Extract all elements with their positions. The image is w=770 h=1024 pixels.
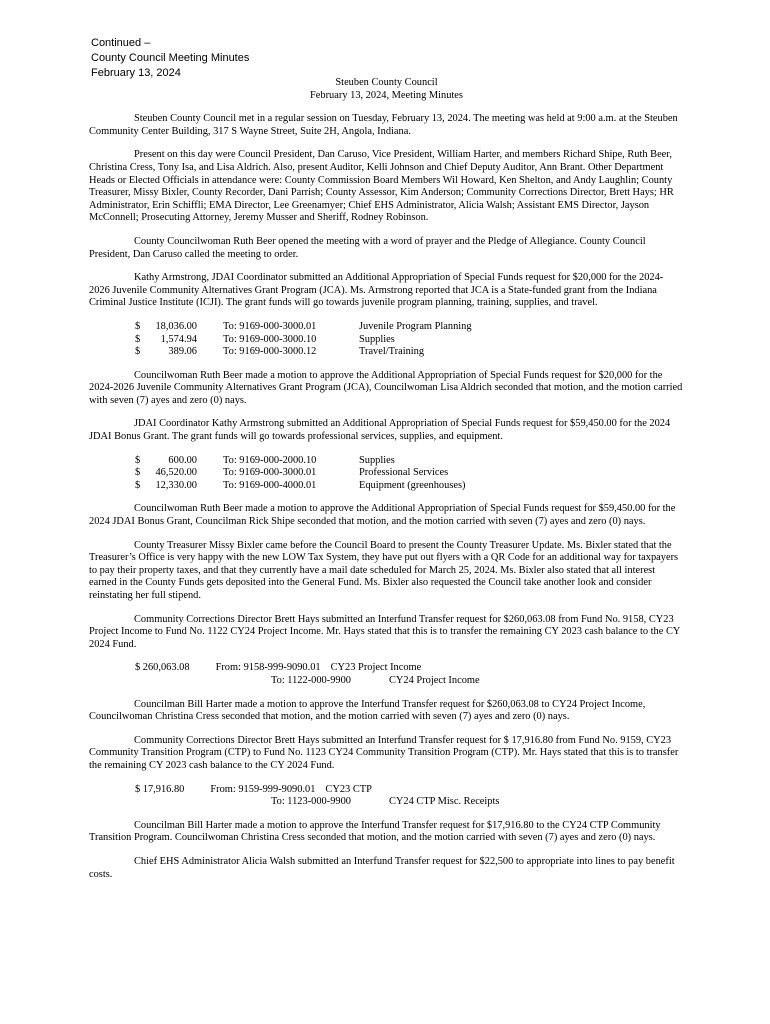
transfer-from-account: From: 9159-999-9090.01 [210,783,316,795]
table-row [135,334,472,347]
paragraph-transfer-1-motion: Councilman Bill Harter made a motion to approve the Interfund Transfer request for $260,063.08 to CY24 Project Income, Councilwoman Christina Cress seconded that motion, and the motion carried with seven (7) ayes and zero (0) nays. [89,698,646,723]
bonus-grant-table [135,455,465,493]
paragraph-transfer-2-motion: Councilman Bill Harter made a motion to approve the Interfund Transfer request for $17,916.80 to the CY24 CTP Community Transition Program. Councilwoman Christina Cress seconded that motion, and the motion carried with seven (7) ayes and zero (0) nays. [89,819,661,844]
account: To: 9169-000-3000.10 [223,333,317,345]
transfer-2-detail [135,784,684,809]
currency-sign: $ [135,479,141,491]
paragraph-jca-motion: Councilwoman Ruth Beer made a motion to approve the Additional Appropriation of Special Funds request for $20,000 for the 2024-2026 Juvenile Community Alternatives Grant Program (JCA), Councilwoman Lisa Aldrich seconded that motion, and the motion carried with seven (7) ayes and zero (0) nays. [89,369,683,406]
paragraph-jca-request: Kathy Armstrong, JDAI Coordinator submitted an Additional Appropriation of Special Funds request for $20,000 for the 2024-2026 Juvenile Community Alternatives Grant Program (JCA). Ms. Armstrong reported that JCA is a State-funded grant from the Indiana Criminal Justice Institute (ICJI). The grant funds will go towards juvenile program planning, training, supplies, and travel. [89,272,664,309]
amount: 46,520.00 [155,467,197,479]
table-row [135,480,465,493]
transfer-1-detail [135,662,684,687]
paragraph-treasurer-update: County Treasurer Missy Bixler came before the Council Board to present the County Treasurer Update. Ms. Bixler stated that the Treasurer’s Office is very happy with the new LOW Tax System, they have put out flyers with a QR Code for an additional way for taxpayers to pay their property taxes, and that they currently have a mail date scheduled for March 25, 2024. Ms. Bixler also stated that all interest earned in the County Funds gets deposited into the General Fund. Ms. Bixler also requested the Council take another look and consider reinstating her full stipend. [89,539,679,601]
page-header [91,36,249,81]
account: To: 9169-000-2000.10 [223,454,317,466]
account: To: 9169-000-3000.01 [223,320,317,332]
title-council: Steuben County Council [335,77,438,88]
paragraph-session: Steuben County Council met in a regular session on Tuesday, February 13, 2024. The meeting was held at 9:00 a.m. at the Steuben Community Center Building, 317 S Wayne Street, Suite 2H, Angola, Indiana. [89,113,678,137]
description: Supplies [359,454,395,466]
transfer-from-line [135,784,684,797]
amount: 600.00 [168,454,197,466]
header-date: February 13, 2024 [91,67,181,79]
header-continued: Continued – [91,37,151,49]
paragraph-opening: County Councilwoman Ruth Beer opened the meeting with a word of prayer and the Pledge of Allegiance. County Council President, Dan Caruso called the meeting to order. [89,235,646,260]
amount: 1,574.94 [160,333,197,345]
description: Equipment (greenhouses) [359,479,466,491]
paragraph-transfer-2-request: Community Corrections Director Brett Hays submitted an Interfund Transfer request for $ 17,916.80 from Fund No. 9159, CY23 Community Transition Program (CTP) to Fund No. 1123 CY24 Community Transition Program (CTP). Mr. Hays stated that this is to transfer the remaining CY 2023 cash balance to the CY 2024 Fund. [89,734,679,771]
table-row [135,467,465,480]
table-row [135,455,465,468]
transfer-from-line [135,662,684,675]
description: Supplies [359,333,395,345]
currency-sign: $ [135,454,141,466]
paragraph-attendance: Present on this day were Council President, Dan Caruso, Vice President, William Harter, and members Richard Shipe, Ruth Beer, Christina Cress, Tony Isa, and Lisa Aldrich. Also, present Auditor, Kelli Johnson and Chief Deputy Auditor, Ann Brant. Other Department Heads or Elected Officials in attendance were: County Commission Board Members Wil Howard, Ken Shelton, and Andy Laughlin; County Treasurer, Missy Bixler, County Recorder, Dani Parrish; County Assessor, Kim Anderson; Community Corrections Director, Brett Hays; HR Administrator, Erin Schiffli; EMA Director, Lee Greenamyer; Chief EHS Administrator, Alicia Walsh; Assistant EMS Director, Jayson McConnell; Prosecuting Attorney, Jeremy Musser and Sheriff, Rodney Robinson. [89,149,674,224]
currency-sign: $ [135,346,141,358]
table-row [135,321,472,334]
transfer-to-account: To: 1122-000-9900 [271,674,351,686]
transfer-amount: $ 17,916.80 [135,783,185,795]
minutes-title [89,77,684,102]
paragraph-bonus-request: JDAI Coordinator Kathy Armstrong submitted an Additional Appropriation of Special Funds request for $59,450.00 for the 2024 JDAI Bonus Grant. The grant funds will go towards professional services, supplies, and equipment. [89,418,671,443]
transfer-to-desc: CY24 Project Income [388,674,480,686]
transfer-from-account: From: 9158-999-9090.01 [215,662,321,674]
currency-sign: $ [135,320,141,332]
amount: 389.06 [168,346,197,358]
title-date: February 13, 2024, Meeting Minutes [310,89,463,101]
transfer-from-desc: CY23 CTP [325,783,372,795]
transfer-to-line [135,675,684,688]
paragraph-transfer-1-request: Community Corrections Director Brett Hays submitted an Interfund Transfer request for $260,063.08 from Fund No. 9158, CY23 Project Income to Fund No. 1122 CY24 Project Income. Mr. Hays stated that this is to transfer the remaining CY 2023 cash balance to the CY 2024 Fund. [89,613,680,650]
table-row [135,346,472,359]
transfer-amount: $ 260,063.08 [135,662,190,674]
paragraph-bonus-motion: Councilwoman Ruth Beer made a motion to approve the Additional Appropriation of Special Funds request for $59,450.00 for the 2024 JDAI Bonus Grant, Councilman Rick Shipe seconded that motion, and the motion carried with seven (7) ayes and zero (0) nays. [89,503,676,528]
description: Juvenile Program Planning [359,320,472,332]
account: To: 9169-000-4000.01 [223,479,317,491]
jca-appropriation-table [135,321,472,359]
transfer-to-desc: CY24 CTP Misc. Receipts [388,796,500,808]
header-doc-name: County Council Meeting Minutes [91,52,250,64]
currency-sign: $ [135,467,141,479]
transfer-from-desc: CY23 Project Income [330,662,422,674]
minutes-body [89,77,684,881]
transfer-to-line [135,796,684,809]
amount: 18,036.00 [155,320,197,332]
account: To: 9169-000-3000.01 [223,467,317,479]
amount: 12,330.00 [155,479,197,491]
description: Professional Services [359,467,449,479]
transfer-to-account: To: 1123-000-9900 [271,796,351,808]
account: To: 9169-000-3000.12 [223,346,317,358]
description: Travel/Training [359,346,425,358]
currency-sign: $ [135,333,141,345]
paragraph-ehs-request: Chief EHS Administrator Alicia Walsh submitted an Interfund Transfer request for $22,500 to appropriate into lines to pay benefit costs. [89,855,675,880]
